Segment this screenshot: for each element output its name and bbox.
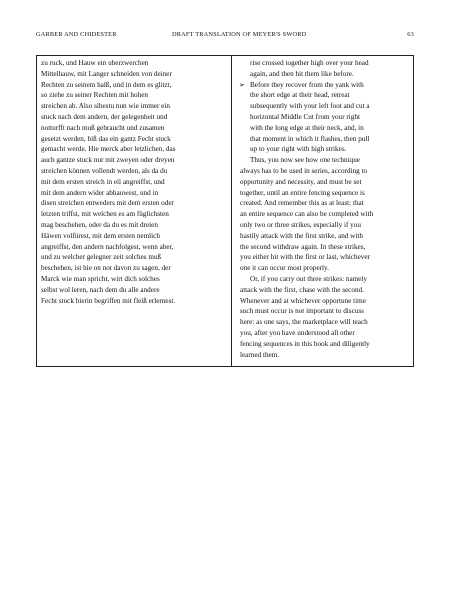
german-text-line: letzten triffst, mit welchen es am füglichsten — [41, 210, 169, 219]
german-text-line: Rechten zu seinem halß, und in dem es glitzt, — [41, 80, 172, 89]
german-text-line: mit dem ersten streich in eil angreiffst, und — [41, 177, 165, 186]
bullet-text-line: the short edge at their head, retreat — [250, 91, 350, 100]
original-german-column — [41, 58, 226, 306]
text-line: learned them. — [240, 350, 280, 359]
paragraph-thus — [240, 155, 410, 274]
text-line: Thus, you now see how one technique — [250, 156, 360, 165]
text-line: together, until an entire fencing sequence is — [240, 188, 365, 197]
text-line: here: as one says, the marketplace will teach — [240, 318, 368, 327]
german-text-line: auch gantze stuck nur mit zweyen oder dreyen — [41, 156, 175, 165]
text-line: only two or three strikes, especially if you — [240, 220, 361, 229]
bullet-text-line: subsequently with your left foot and cut a — [250, 102, 370, 111]
translation-table — [36, 55, 414, 367]
text-line: fencing sequences in this book and diligently — [240, 339, 370, 348]
paragraph-or — [240, 274, 410, 360]
german-text-line: und zu welcher gelegner zeit solches muß — [41, 253, 162, 262]
german-text-line: disen streichen entweders mit dem ersten oder — [41, 199, 174, 208]
text-line: the second withdraw again. In these strikes, — [240, 242, 366, 251]
german-text-line: mag beschehen, oder da du es mit dreien — [41, 220, 158, 229]
bullet-text-line: that moment in which it flashes, then pull — [250, 134, 370, 143]
german-text-line: gesetzt werden, biß das ein gantz Fecht stuck — [41, 134, 171, 143]
english-translation-column — [240, 58, 410, 360]
text-line: always has to be used in series, according to — [240, 166, 368, 175]
german-text-line: mit dem andern wider abhauwest, und in — [41, 188, 159, 197]
text-line: you either hit with the first or last, whichever — [240, 253, 370, 262]
header-authors: GARBER AND CHIDESTER — [36, 31, 117, 38]
bullet-text-line: with the long edge at their neck, and, in — [250, 123, 364, 132]
german-text-line: so ziehe zu seiner Rechten mit hohen — [41, 91, 148, 100]
german-text-line: stuck nach dem andern, der gelegenheit und — [41, 112, 168, 121]
text-line: you, after you have understood all other — [240, 328, 355, 337]
german-text-line: Mittelhauw, mit Langer schneiden von deiner — [41, 69, 172, 78]
text-line: such must occur is not important to discuss — [240, 307, 364, 316]
column-divider — [231, 56, 232, 366]
german-text-line: Fecht stuck hierin begriffen mit fleiß erlernest. — [41, 296, 176, 305]
bullet-text-line: Before they recover from the yank with — [250, 80, 364, 89]
running-header — [36, 31, 414, 43]
german-text-line: selbst wol leren, nach dem du alle andere — [41, 285, 160, 294]
text-line: attack with the first, chase with the second. — [240, 285, 364, 294]
german-text-line: streichen können vollendt werden, als da du — [41, 166, 168, 175]
german-text-line: notturfft nach muß gebraucht und zusamen — [41, 123, 165, 132]
text-line: one it can occur most properly. — [240, 264, 329, 273]
bullet-item — [240, 80, 410, 156]
text-line: Whenever and at whichever opportune time — [240, 296, 366, 305]
text-line: again, and then hit them like before. — [250, 69, 354, 78]
german-text-line: beschehen, ist hie on not davon zu sagen, der — [41, 264, 171, 273]
text-line: created. And remember this as at least: that — [240, 199, 364, 208]
german-text-line: Marck wie man spricht, wirt dich solches — [41, 274, 160, 283]
german-text-line: angreiffst, den andern nachfolgest, wenn aber, — [41, 242, 174, 251]
continued-text — [240, 58, 410, 80]
german-text-line: gemacht werde. Hie merck aber letzlichen, das — [41, 145, 176, 154]
bullet-text-line: up to your right with high strikes. — [250, 145, 347, 154]
german-text-line: Häwen volfürest, mit dem ersten nemlich — [41, 231, 160, 240]
bullet-text-line: horizontal Middle Cut from your right — [250, 112, 360, 121]
header-title: DRAFT TRANSLATION OF MEYER'S SWORD — [172, 31, 307, 38]
bullet-text — [240, 80, 410, 156]
page-number: 63 — [407, 31, 414, 38]
german-text-line: streichen ab. Also sihestu nun wie immer ein — [41, 102, 170, 111]
text-line: rise crossed together high over your head — [250, 59, 369, 67]
text-line: an entire sequence can also be completed with — [240, 210, 374, 219]
text-line: opportunity and necessity, and must be set — [240, 177, 362, 186]
text-line: hastily attack with the first strike, and with — [240, 231, 363, 240]
german-text-line: zu ruck, und Hauw ein uberzwerchen — [41, 59, 149, 67]
text-line: Or, if you carry out three strikes: namely — [250, 274, 368, 283]
arrow-bullet-icon: ➢ — [239, 80, 245, 89]
